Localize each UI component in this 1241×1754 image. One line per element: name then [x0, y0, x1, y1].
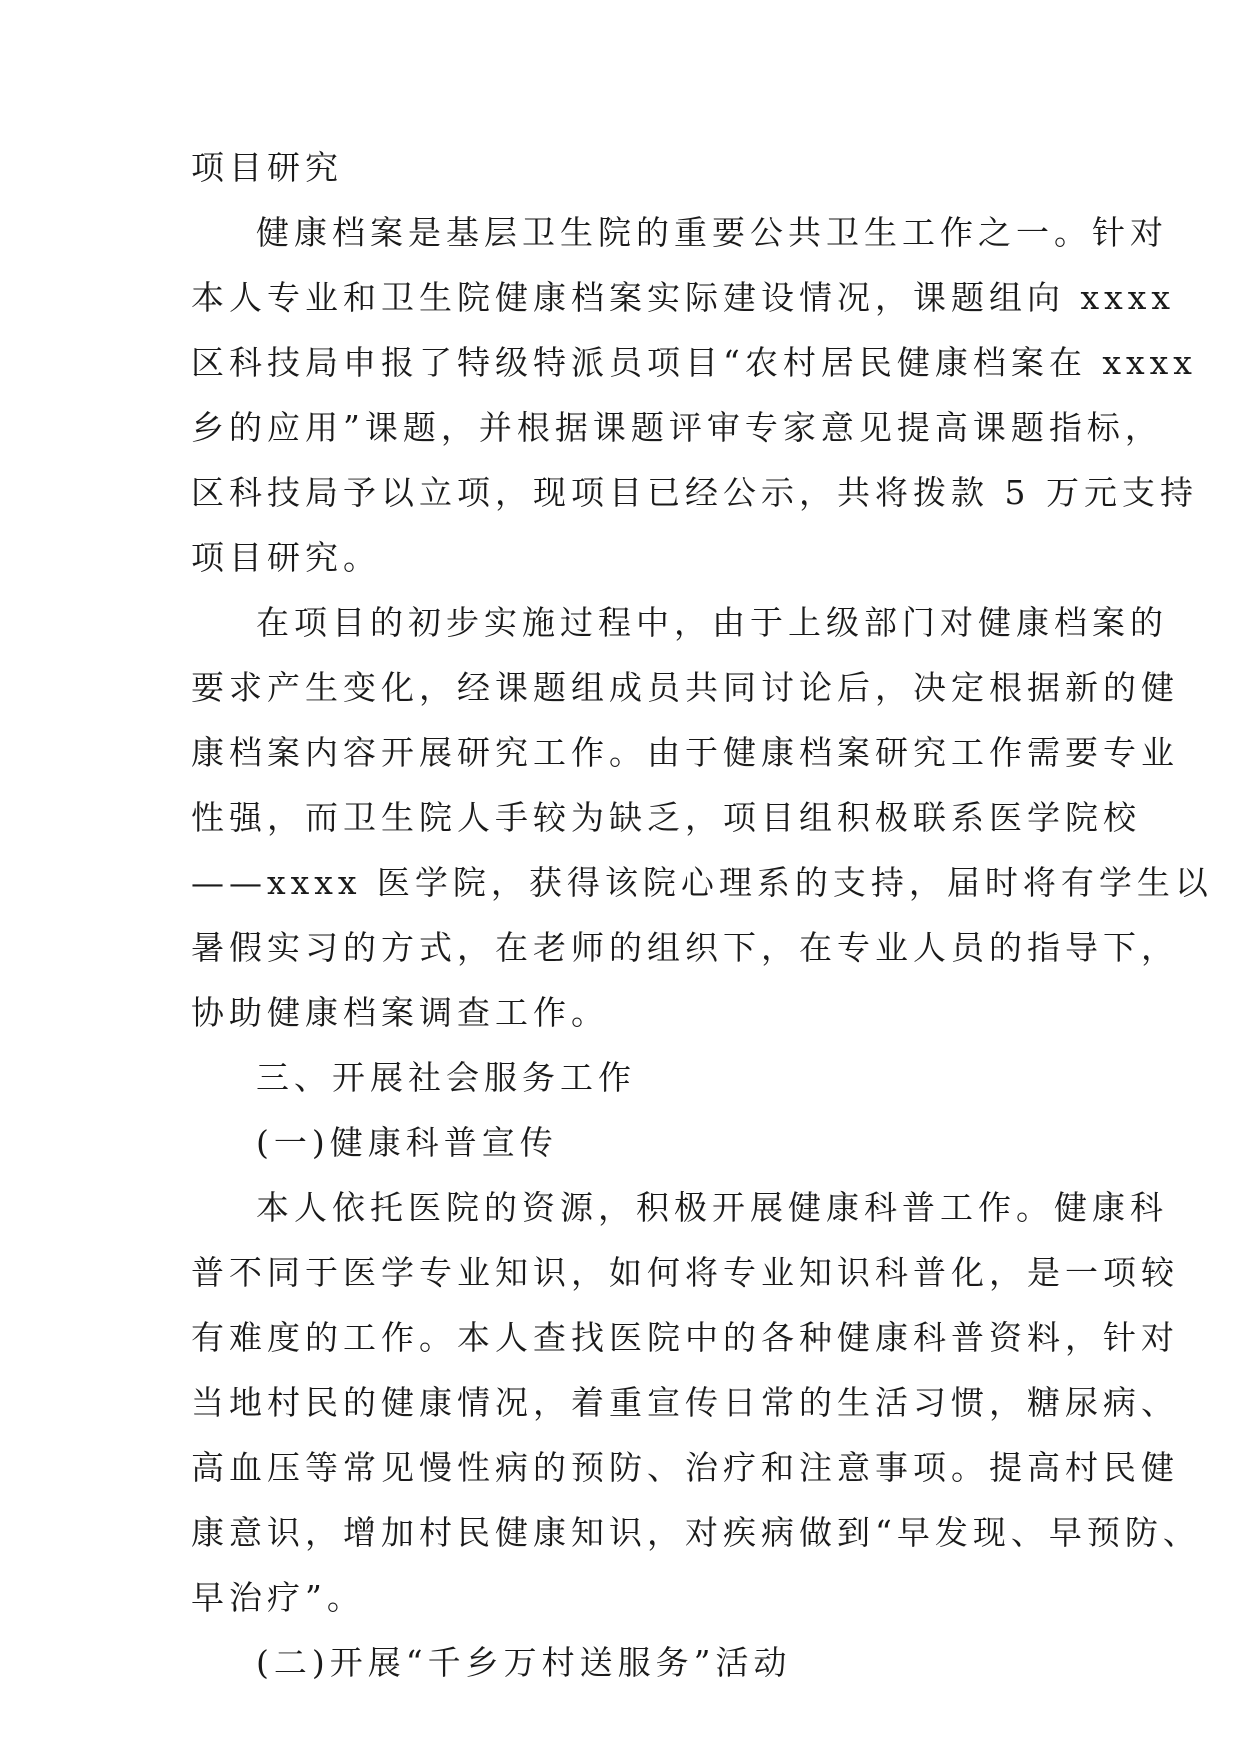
text-line: 区科技局申报了特级特派员项目“农村居民健康档案在 xxxx: [191, 343, 1197, 382]
subsection-heading: (二)开展“千乡万村送服务”活动: [256, 1643, 792, 1682]
text-line: 项目研究: [191, 148, 343, 187]
section-heading: 三、开展社会服务工作: [256, 1058, 636, 1097]
text-line: 协助健康档案调查工作。: [191, 993, 609, 1032]
text-line: 有难度的工作。本人查找医院中的各种健康科普资料，针对: [191, 1318, 1179, 1357]
subsection-heading: (一)健康科普宣传: [256, 1123, 558, 1162]
text-line: 高血压等常见慢性病的预防、治疗和注意事项。提高村民健: [191, 1448, 1179, 1487]
paragraph-start-line: 本人依托医院的资源，积极开展健康科普工作。健康科: [256, 1188, 1168, 1227]
text-line: 乡的应用”课题，并根据课题评审专家意见提高课题指标，: [191, 408, 1163, 447]
paragraph-start-line: 健康档案是基层卫生院的重要公共卫生工作之一。针对: [256, 213, 1168, 252]
text-line: 康意识，增加村民健康知识，对疾病做到“早发现、早预防、: [191, 1513, 1201, 1552]
text-line: 当地村民的健康情况，着重宣传日常的生活习惯，糖尿病、: [191, 1383, 1179, 1422]
text-line: 本人专业和卫生院健康档案实际建设情况，课题组向 xxxx: [191, 278, 1175, 317]
text-line: 暑假实习的方式，在老师的组织下，在专业人员的指导下，: [191, 928, 1179, 967]
text-line: 普不同于医学专业知识，如何将专业知识科普化，是一项较: [191, 1253, 1179, 1292]
text-line: 要求产生变化，经课题组成员共同讨论后，决定根据新的健: [191, 668, 1179, 707]
text-line: 康档案内容开展研究工作。由于健康档案研究工作需要专业: [191, 733, 1179, 772]
text-line: 区科技局予以立项，现项目已经公示，共将拨款 5 万元支持: [191, 473, 1198, 512]
paragraph-start-line: 在项目的初步实施过程中，由于上级部门对健康档案的: [256, 603, 1168, 642]
text-line: 项目研究。: [191, 538, 381, 577]
text-line: ——xxxx 医学院，获得该院心理系的支持，届时将有学生以: [191, 863, 1213, 902]
text-line: 早治疗”。: [191, 1578, 365, 1617]
text-line: 性强，而卫生院人手较为缺乏，项目组积极联系医学院校: [191, 798, 1141, 837]
